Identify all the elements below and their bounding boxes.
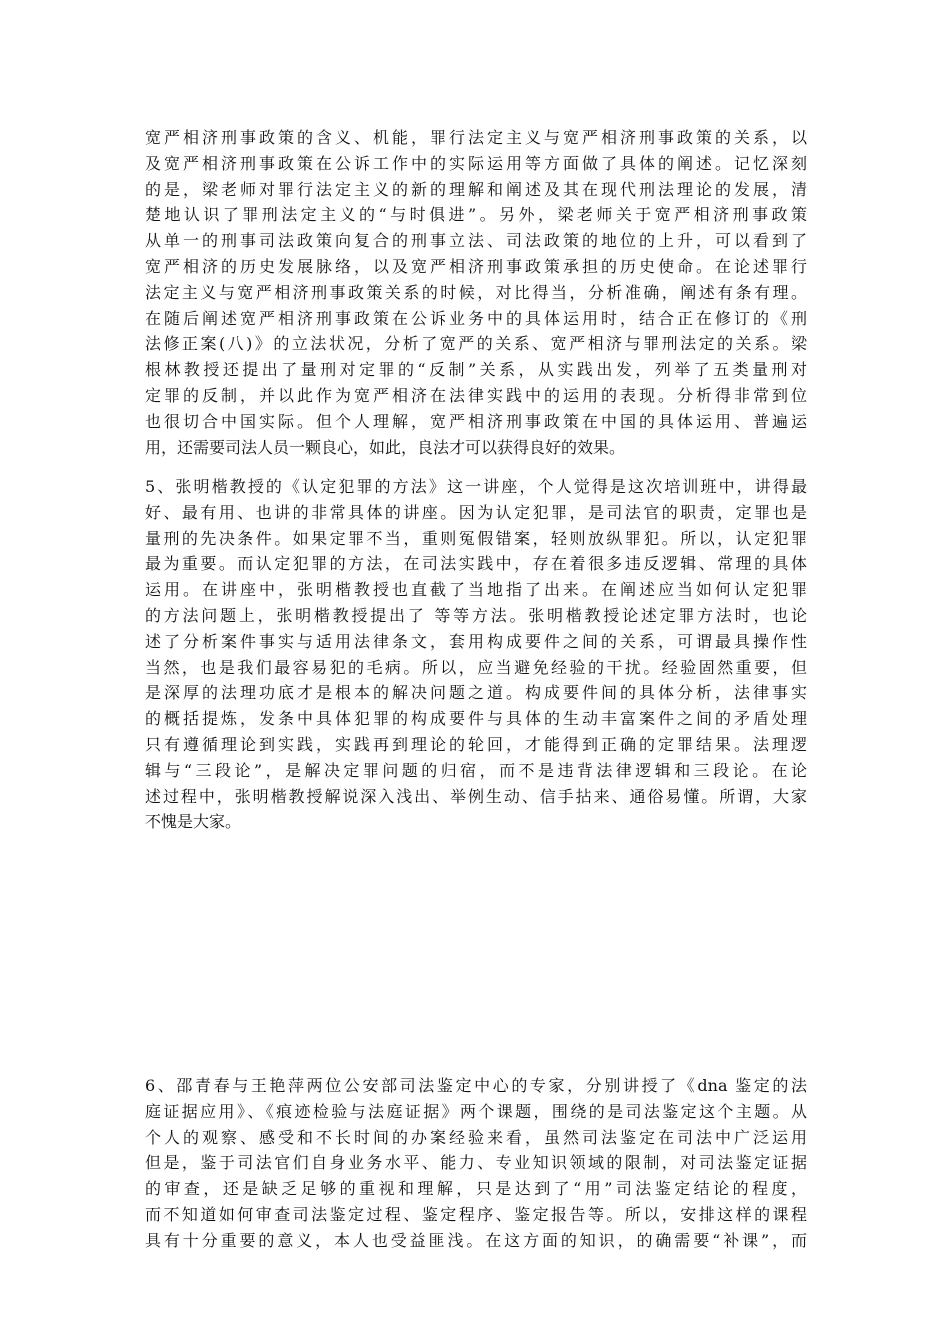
text-line: 的审查，还是缺乏足够的重视和理解，只是达到了“用”司法鉴定结论的程度， — [145, 1179, 807, 1199]
text-line: 最为重要。而认定犯罪的方法，在司法实践中，存在着很多违反逻辑、常理的具体 — [145, 554, 807, 574]
text-line: 而不知道如何审查司法鉴定过程、鉴定程序、鉴定报告等。所以，安排这样的课程 — [145, 1204, 807, 1224]
text-line: 的方法问题上，张明楷教授提出了 等等方法。张明楷教授论述定罪方法时，也论 — [145, 605, 807, 625]
text-line: 不愧是大家。 — [145, 812, 242, 832]
text-line: 楚地认识了罪刑法定主义的“与时俱进”。另外，梁老师关于宽严相济刑事政策 — [145, 205, 807, 225]
text-line: 在随后阐述宽严相济刑事政策在公诉业务中的具体运用时，结合正在修订的《刑 — [145, 308, 807, 328]
text-line: 的是，梁老师对罪行法定主义的新的理解和阐述及其在现代刑法理论的发展，清 — [145, 179, 807, 199]
text-line: 宽严相济刑事政策的含义、机能，罪行法定主义与宽严相济刑事政策的关系，以 — [145, 128, 807, 147]
text-line: 也很切合中国实际。但个人理解，宽严相济刑事政策在中国的具体运用、普遍运 — [145, 411, 807, 431]
text-line: 宽严相济的历史发展脉络，以及宽严相济刑事政策承担的历史使命。在论述罪行 — [145, 256, 807, 276]
paragraph-zhang-mingkai-lecture — [145, 474, 807, 835]
text-line: 好、最有用、也讲的非常具体的讲座。因为认定犯罪，是司法官的职责，定罪也是 — [145, 502, 807, 522]
text-line: 6、邵青春与王艳萍两位公安部司法鉴定中心的专家，分别讲授了《dna 鉴定的法 — [145, 1076, 807, 1095]
text-line: 量刑的先决条件。如果定罪不当，重则冤假错案，轻则放纵罪犯。所以，认定犯罪 — [145, 528, 807, 548]
text-line: 具有十分重要的意义，本人也受益匪浅。在这方面的知识，的确需要“补课”，而 — [145, 1230, 807, 1250]
text-line: 述了分析案件事实与适用法律条文，套用构成要件之间的关系，可谓最具操作性 — [145, 631, 807, 651]
text-line: 从单一的刑事司法政策向复合的刑事立法、司法政策的地位的上升，可以看到了 — [145, 231, 807, 251]
text-line: 法定主义与宽严相济刑事政策关系的时候，对比得当，分析准确，阐述有条有理。 — [145, 282, 807, 302]
text-line: 根林教授还提出了量刑对定罪的“反制”关系，从实践出发，列举了五类量刑对 — [145, 360, 807, 380]
text-line: 法修正案(八)》的立法状况，分析了宽严的关系、宽严相济与罪刑法定的关系。梁 — [145, 334, 807, 354]
text-line: 但是，鉴于司法官们自身业务水平、能力、专业知识领域的限制，对司法鉴定证据 — [145, 1153, 807, 1173]
text-line: 庭证据应用》、《痕迹检验与法庭证据》两个课题，围绕的是司法鉴定这个主题。从 — [145, 1101, 807, 1121]
text-line: 个人的观察、感受和不长时间的办案经验来看，虽然司法鉴定在司法中广泛运用 — [145, 1127, 807, 1147]
text-line: 是深厚的法理功底才是根本的解决问题之道。构成要件间的具体分析，法律事实 — [145, 683, 807, 703]
paragraph-kuanyan-policy — [145, 125, 807, 460]
text-line: 当然，也是我们最容易犯的毛病。所以，应当避免经验的干扰。经验固然重要，但 — [145, 657, 807, 677]
text-line: 的概括提炼，发条中具体犯罪的构成要件与具体的生动丰富案件之间的矛盾处理 — [145, 709, 807, 729]
text-line: 只有遵循理论到实践，实践再到理论的轮回，才能得到正确的定罪结果。法理逻 — [145, 734, 807, 754]
text-line: 5、张明楷教授的《认定犯罪的方法》这一讲座，个人觉得是这次培训班中，讲得最 — [145, 477, 807, 496]
text-line: 及宽严相济刑事政策在公诉工作中的实际运用等方面做了具体的阐述。记忆深刻 — [145, 153, 807, 173]
text-line: 定罪的反制，并以此作为宽严相济在法律实践中的运用的表现。分析得非常到位 — [145, 385, 807, 405]
text-line: 辑与“三段论”，是解决定罪问题的归宿，而不是违背法律逻辑和三段论。在论 — [145, 760, 807, 780]
text-line: 用，还需要司法人员一颗良心，如此，良法才可以获得良好的效果。 — [145, 437, 626, 457]
text-line: 述过程中，张明楷教授解说深入浅出、举例生动、信手拈来、通俗易懂。所谓，大家 — [145, 786, 807, 806]
text-line: 运用。在讲座中，张明楷教授也直截了当地指了出来。在阐述应当如何认定犯罪 — [145, 580, 807, 600]
paragraph-forensic-identification — [145, 1073, 807, 1254]
